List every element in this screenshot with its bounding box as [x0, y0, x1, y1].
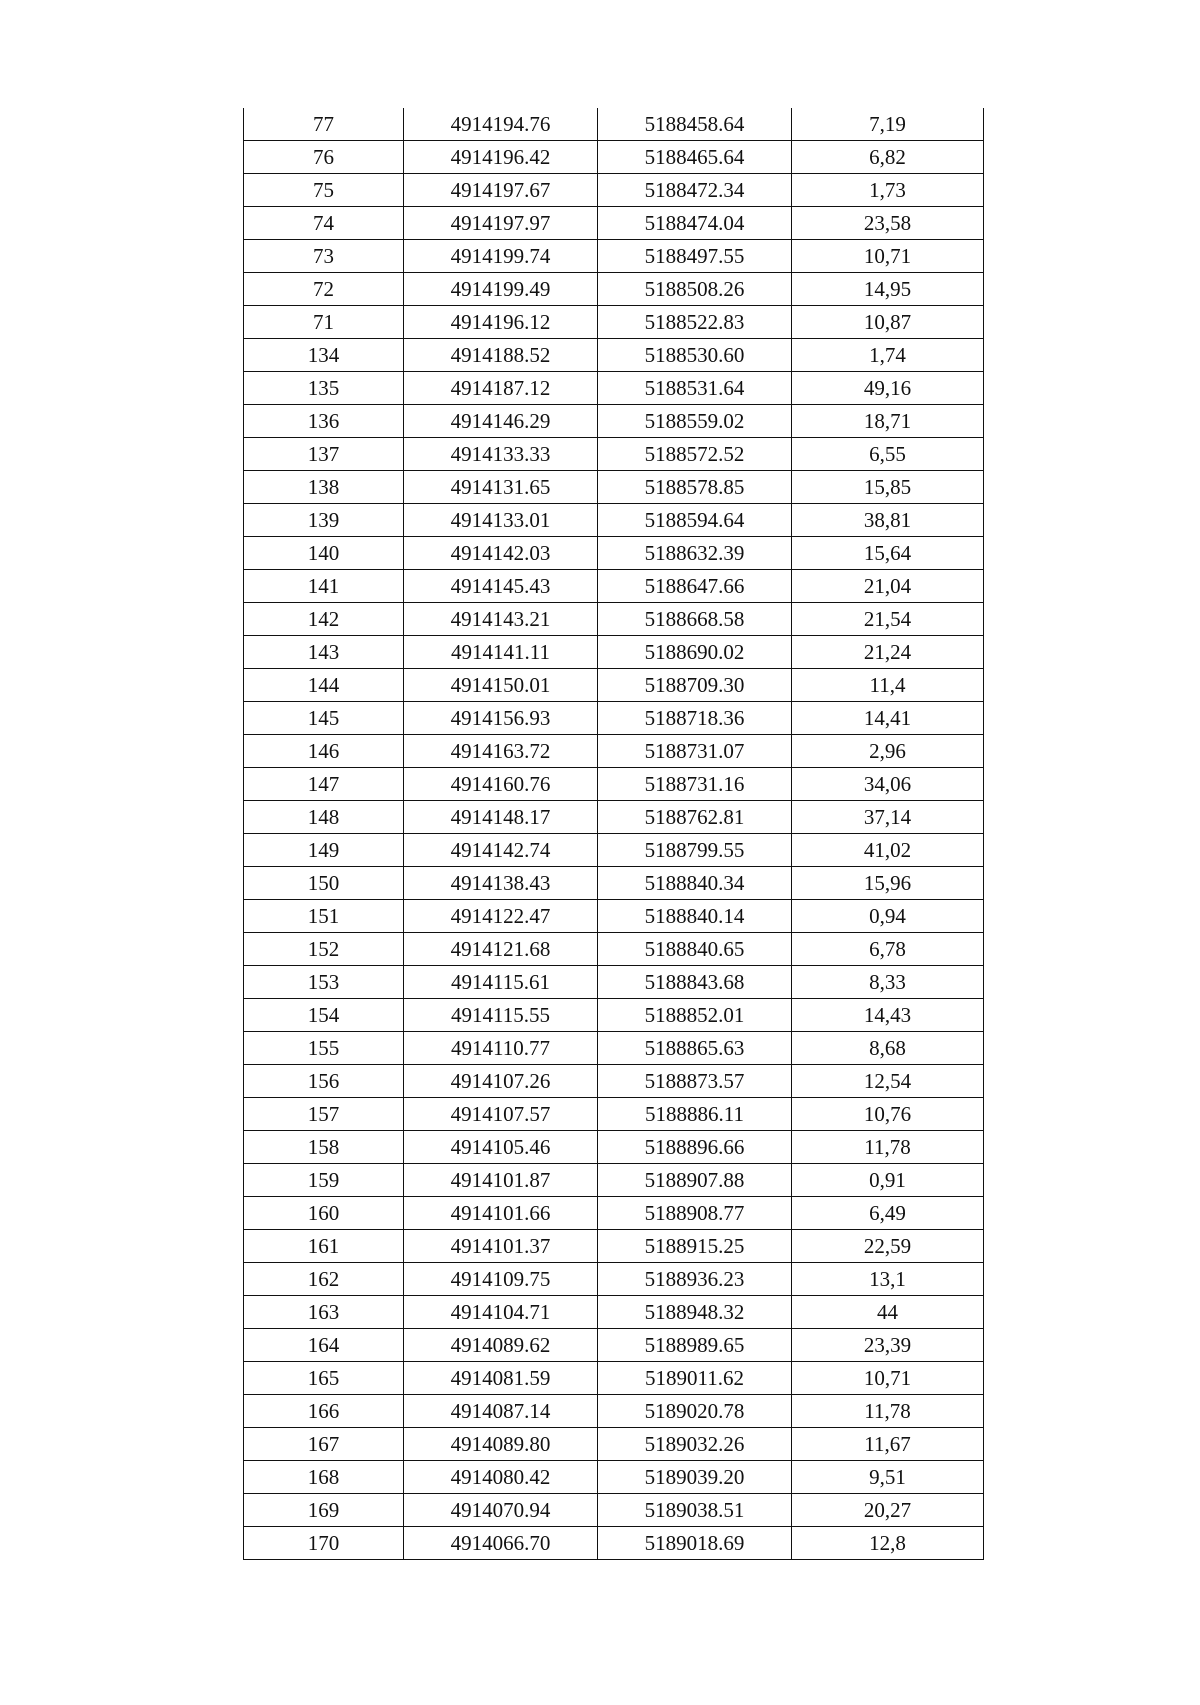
distance-cell: 10,71 — [792, 1362, 984, 1395]
y-coordinate-cell: 5188731.16 — [598, 768, 792, 801]
table-row — [244, 1494, 984, 1527]
x-coordinate-cell: 4914101.37 — [404, 1230, 598, 1263]
distance-cell: 1,73 — [792, 174, 984, 207]
point-number-cell: 154 — [244, 999, 404, 1032]
x-coordinate-cell: 4914089.80 — [404, 1428, 598, 1461]
point-number-cell: 145 — [244, 702, 404, 735]
point-number-cell: 147 — [244, 768, 404, 801]
coordinates-table-body — [244, 108, 984, 1560]
point-number-cell: 139 — [244, 504, 404, 537]
x-coordinate-cell: 4914138.43 — [404, 867, 598, 900]
x-coordinate-cell: 4914115.55 — [404, 999, 598, 1032]
point-number-cell: 74 — [244, 207, 404, 240]
x-coordinate-cell: 4914101.66 — [404, 1197, 598, 1230]
y-coordinate-cell: 5188840.34 — [598, 867, 792, 900]
table-row — [244, 966, 984, 999]
table-row — [244, 900, 984, 933]
x-coordinate-cell: 4914066.70 — [404, 1527, 598, 1560]
distance-cell: 21,04 — [792, 570, 984, 603]
point-number-cell: 170 — [244, 1527, 404, 1560]
table-row — [244, 1527, 984, 1560]
distance-cell: 14,41 — [792, 702, 984, 735]
x-coordinate-cell: 4914196.42 — [404, 141, 598, 174]
table-row — [244, 207, 984, 240]
x-coordinate-cell: 4914110.77 — [404, 1032, 598, 1065]
y-coordinate-cell: 5188908.77 — [598, 1197, 792, 1230]
distance-cell: 6,49 — [792, 1197, 984, 1230]
point-number-cell: 148 — [244, 801, 404, 834]
distance-cell: 18,71 — [792, 405, 984, 438]
point-number-cell: 137 — [244, 438, 404, 471]
y-coordinate-cell: 5188896.66 — [598, 1131, 792, 1164]
table-row — [244, 1164, 984, 1197]
y-coordinate-cell: 5188762.81 — [598, 801, 792, 834]
y-coordinate-cell: 5188632.39 — [598, 537, 792, 570]
distance-cell: 6,78 — [792, 933, 984, 966]
y-coordinate-cell: 5188989.65 — [598, 1329, 792, 1362]
distance-cell: 15,85 — [792, 471, 984, 504]
point-number-cell: 156 — [244, 1065, 404, 1098]
point-number-cell: 155 — [244, 1032, 404, 1065]
table-row — [244, 1296, 984, 1329]
distance-cell: 8,68 — [792, 1032, 984, 1065]
y-coordinate-cell: 5188465.64 — [598, 141, 792, 174]
table-row — [244, 735, 984, 768]
table-row — [244, 537, 984, 570]
point-number-cell: 72 — [244, 273, 404, 306]
distance-cell: 14,95 — [792, 273, 984, 306]
point-number-cell: 159 — [244, 1164, 404, 1197]
table-row — [244, 570, 984, 603]
x-coordinate-cell: 4914101.87 — [404, 1164, 598, 1197]
x-coordinate-cell: 4914115.61 — [404, 966, 598, 999]
x-coordinate-cell: 4914197.67 — [404, 174, 598, 207]
distance-cell: 41,02 — [792, 834, 984, 867]
table-row — [244, 1395, 984, 1428]
table-row — [244, 1131, 984, 1164]
x-coordinate-cell: 4914199.74 — [404, 240, 598, 273]
point-number-cell: 168 — [244, 1461, 404, 1494]
x-coordinate-cell: 4914145.43 — [404, 570, 598, 603]
distance-cell: 10,76 — [792, 1098, 984, 1131]
x-coordinate-cell: 4914081.59 — [404, 1362, 598, 1395]
point-number-cell: 163 — [244, 1296, 404, 1329]
distance-cell: 6,55 — [792, 438, 984, 471]
y-coordinate-cell: 5188907.88 — [598, 1164, 792, 1197]
distance-cell: 15,64 — [792, 537, 984, 570]
x-coordinate-cell: 4914142.03 — [404, 537, 598, 570]
distance-cell: 0,94 — [792, 900, 984, 933]
table-row — [244, 636, 984, 669]
x-coordinate-cell: 4914133.33 — [404, 438, 598, 471]
y-coordinate-cell: 5188522.83 — [598, 306, 792, 339]
distance-cell: 21,24 — [792, 636, 984, 669]
point-number-cell: 167 — [244, 1428, 404, 1461]
x-coordinate-cell: 4914194.76 — [404, 108, 598, 141]
coordinates-table — [243, 108, 984, 1560]
x-coordinate-cell: 4914105.46 — [404, 1131, 598, 1164]
distance-cell: 14,43 — [792, 999, 984, 1032]
point-number-cell: 138 — [244, 471, 404, 504]
point-number-cell: 134 — [244, 339, 404, 372]
table-row — [244, 1362, 984, 1395]
point-number-cell: 149 — [244, 834, 404, 867]
y-coordinate-cell: 5188531.64 — [598, 372, 792, 405]
x-coordinate-cell: 4914196.12 — [404, 306, 598, 339]
y-coordinate-cell: 5188508.26 — [598, 273, 792, 306]
table-row — [244, 141, 984, 174]
distance-cell: 20,27 — [792, 1494, 984, 1527]
point-number-cell: 151 — [244, 900, 404, 933]
table-row — [244, 1329, 984, 1362]
distance-cell: 1,74 — [792, 339, 984, 372]
table-row — [244, 1065, 984, 1098]
distance-cell: 11,78 — [792, 1395, 984, 1428]
distance-cell: 8,33 — [792, 966, 984, 999]
x-coordinate-cell: 4914199.49 — [404, 273, 598, 306]
y-coordinate-cell: 5188731.07 — [598, 735, 792, 768]
point-number-cell: 143 — [244, 636, 404, 669]
distance-cell: 10,71 — [792, 240, 984, 273]
distance-cell: 12,8 — [792, 1527, 984, 1560]
y-coordinate-cell: 5188530.60 — [598, 339, 792, 372]
x-coordinate-cell: 4914109.75 — [404, 1263, 598, 1296]
point-number-cell: 141 — [244, 570, 404, 603]
x-coordinate-cell: 4914133.01 — [404, 504, 598, 537]
table-row — [244, 1263, 984, 1296]
y-coordinate-cell: 5188915.25 — [598, 1230, 792, 1263]
y-coordinate-cell: 5188709.30 — [598, 669, 792, 702]
table-row — [244, 1230, 984, 1263]
table-row — [244, 702, 984, 735]
table-row — [244, 240, 984, 273]
x-coordinate-cell: 4914089.62 — [404, 1329, 598, 1362]
table-row — [244, 768, 984, 801]
point-number-cell: 165 — [244, 1362, 404, 1395]
distance-cell: 22,59 — [792, 1230, 984, 1263]
point-number-cell: 160 — [244, 1197, 404, 1230]
distance-cell: 0,91 — [792, 1164, 984, 1197]
point-number-cell: 144 — [244, 669, 404, 702]
x-coordinate-cell: 4914131.65 — [404, 471, 598, 504]
y-coordinate-cell: 5188690.02 — [598, 636, 792, 669]
distance-cell: 38,81 — [792, 504, 984, 537]
distance-cell: 2,96 — [792, 735, 984, 768]
point-number-cell: 76 — [244, 141, 404, 174]
distance-cell: 12,54 — [792, 1065, 984, 1098]
table-row — [244, 273, 984, 306]
x-coordinate-cell: 4914160.76 — [404, 768, 598, 801]
point-number-cell: 164 — [244, 1329, 404, 1362]
y-coordinate-cell: 5188497.55 — [598, 240, 792, 273]
x-coordinate-cell: 4914121.68 — [404, 933, 598, 966]
table-row — [244, 669, 984, 702]
y-coordinate-cell: 5188799.55 — [598, 834, 792, 867]
distance-cell: 11,4 — [792, 669, 984, 702]
y-coordinate-cell: 5188572.52 — [598, 438, 792, 471]
y-coordinate-cell: 5189039.20 — [598, 1461, 792, 1494]
table-row — [244, 306, 984, 339]
y-coordinate-cell: 5188594.64 — [598, 504, 792, 537]
y-coordinate-cell: 5188852.01 — [598, 999, 792, 1032]
y-coordinate-cell: 5189020.78 — [598, 1395, 792, 1428]
distance-cell: 9,51 — [792, 1461, 984, 1494]
distance-cell: 15,96 — [792, 867, 984, 900]
y-coordinate-cell: 5188668.58 — [598, 603, 792, 636]
y-coordinate-cell: 5188865.63 — [598, 1032, 792, 1065]
point-number-cell: 153 — [244, 966, 404, 999]
table-row — [244, 339, 984, 372]
x-coordinate-cell: 4914122.47 — [404, 900, 598, 933]
y-coordinate-cell: 5189011.62 — [598, 1362, 792, 1395]
point-number-cell: 152 — [244, 933, 404, 966]
point-number-cell: 75 — [244, 174, 404, 207]
table-row — [244, 603, 984, 636]
y-coordinate-cell: 5188559.02 — [598, 405, 792, 438]
x-coordinate-cell: 4914163.72 — [404, 735, 598, 768]
distance-cell: 44 — [792, 1296, 984, 1329]
distance-cell: 34,06 — [792, 768, 984, 801]
x-coordinate-cell: 4914087.14 — [404, 1395, 598, 1428]
distance-cell: 6,82 — [792, 141, 984, 174]
x-coordinate-cell: 4914107.57 — [404, 1098, 598, 1131]
y-coordinate-cell: 5188840.14 — [598, 900, 792, 933]
point-number-cell: 161 — [244, 1230, 404, 1263]
x-coordinate-cell: 4914150.01 — [404, 669, 598, 702]
table-row — [244, 471, 984, 504]
distance-cell: 37,14 — [792, 801, 984, 834]
y-coordinate-cell: 5188843.68 — [598, 966, 792, 999]
table-row — [244, 801, 984, 834]
y-coordinate-cell: 5188647.66 — [598, 570, 792, 603]
table-row — [244, 504, 984, 537]
y-coordinate-cell: 5188840.65 — [598, 933, 792, 966]
x-coordinate-cell: 4914141.11 — [404, 636, 598, 669]
distance-cell: 23,39 — [792, 1329, 984, 1362]
table-row — [244, 372, 984, 405]
y-coordinate-cell: 5188474.04 — [598, 207, 792, 240]
distance-cell: 11,78 — [792, 1131, 984, 1164]
table-row — [244, 1098, 984, 1131]
table-row — [244, 174, 984, 207]
point-number-cell: 157 — [244, 1098, 404, 1131]
table-row — [244, 108, 984, 141]
table-row — [244, 405, 984, 438]
distance-cell: 23,58 — [792, 207, 984, 240]
point-number-cell: 73 — [244, 240, 404, 273]
distance-cell: 11,67 — [792, 1428, 984, 1461]
y-coordinate-cell: 5188886.11 — [598, 1098, 792, 1131]
table-row — [244, 1197, 984, 1230]
y-coordinate-cell: 5188718.36 — [598, 702, 792, 735]
y-coordinate-cell: 5189018.69 — [598, 1527, 792, 1560]
distance-cell: 10,87 — [792, 306, 984, 339]
distance-cell: 7,19 — [792, 108, 984, 141]
distance-cell: 13,1 — [792, 1263, 984, 1296]
distance-cell: 49,16 — [792, 372, 984, 405]
table-row — [244, 1461, 984, 1494]
point-number-cell: 71 — [244, 306, 404, 339]
x-coordinate-cell: 4914104.71 — [404, 1296, 598, 1329]
y-coordinate-cell: 5188948.32 — [598, 1296, 792, 1329]
distance-cell: 21,54 — [792, 603, 984, 636]
y-coordinate-cell: 5188472.34 — [598, 174, 792, 207]
point-number-cell: 142 — [244, 603, 404, 636]
y-coordinate-cell: 5189032.26 — [598, 1428, 792, 1461]
point-number-cell: 150 — [244, 867, 404, 900]
x-coordinate-cell: 4914070.94 — [404, 1494, 598, 1527]
table-row — [244, 1032, 984, 1065]
table-row — [244, 1428, 984, 1461]
table-row — [244, 933, 984, 966]
x-coordinate-cell: 4914080.42 — [404, 1461, 598, 1494]
point-number-cell: 158 — [244, 1131, 404, 1164]
x-coordinate-cell: 4914187.12 — [404, 372, 598, 405]
x-coordinate-cell: 4914197.97 — [404, 207, 598, 240]
y-coordinate-cell: 5188873.57 — [598, 1065, 792, 1098]
point-number-cell: 136 — [244, 405, 404, 438]
table-row — [244, 438, 984, 471]
y-coordinate-cell: 5188936.23 — [598, 1263, 792, 1296]
x-coordinate-cell: 4914156.93 — [404, 702, 598, 735]
x-coordinate-cell: 4914188.52 — [404, 339, 598, 372]
y-coordinate-cell: 5188458.64 — [598, 108, 792, 141]
point-number-cell: 169 — [244, 1494, 404, 1527]
point-number-cell: 166 — [244, 1395, 404, 1428]
y-coordinate-cell: 5188578.85 — [598, 471, 792, 504]
table-row — [244, 834, 984, 867]
x-coordinate-cell: 4914142.74 — [404, 834, 598, 867]
point-number-cell: 146 — [244, 735, 404, 768]
point-number-cell: 135 — [244, 372, 404, 405]
table-row — [244, 867, 984, 900]
table-row — [244, 999, 984, 1032]
x-coordinate-cell: 4914146.29 — [404, 405, 598, 438]
x-coordinate-cell: 4914148.17 — [404, 801, 598, 834]
y-coordinate-cell: 5189038.51 — [598, 1494, 792, 1527]
x-coordinate-cell: 4914107.26 — [404, 1065, 598, 1098]
x-coordinate-cell: 4914143.21 — [404, 603, 598, 636]
point-number-cell: 77 — [244, 108, 404, 141]
point-number-cell: 140 — [244, 537, 404, 570]
point-number-cell: 162 — [244, 1263, 404, 1296]
